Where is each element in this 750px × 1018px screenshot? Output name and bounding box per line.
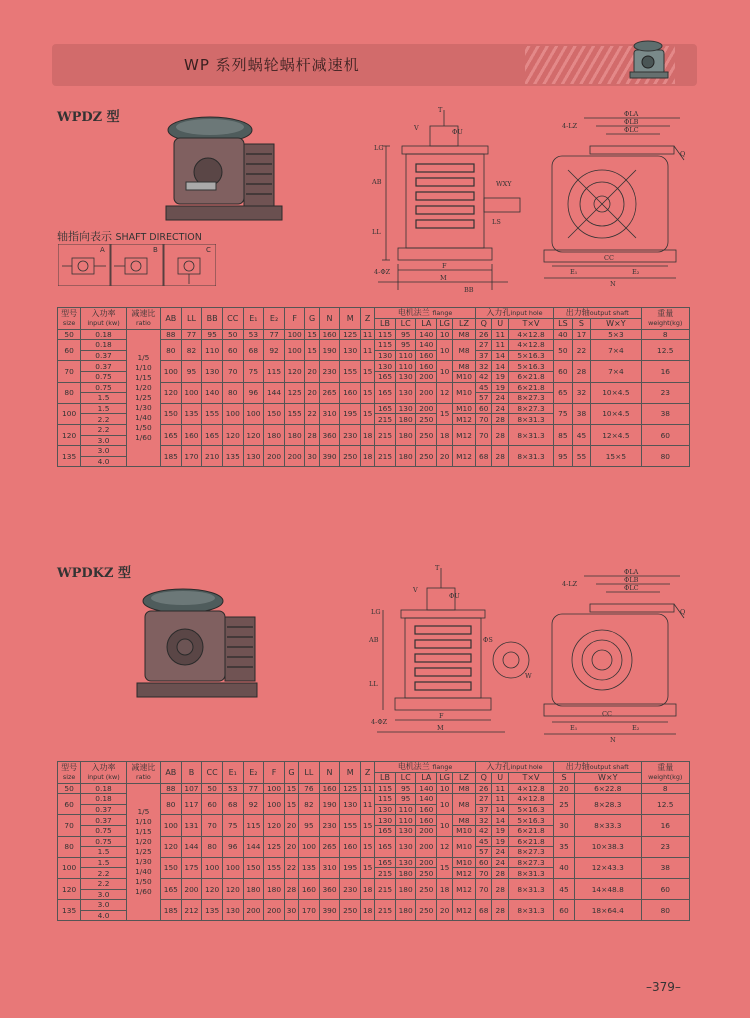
dim-label: LL <box>372 228 381 236</box>
table-row: 1.5 57 24 8×27.3 <box>58 847 690 858</box>
dim-label: LG <box>371 608 381 616</box>
table-row: 0.37 130 110 160 37 14 5×16.3 <box>58 350 690 361</box>
wpdkz-front-drawing <box>540 568 690 742</box>
table-row: 50 0.18 1/5 1/10 1/15 1/20 1/25 1/30 1/40 1/50 1/60 88 107 50 53 77 100 15 76 160 125 11 115 95 140 10 M8 26 11 4×12.8 20 6×22.8 8 <box>58 783 690 794</box>
wpdz-product-photo <box>160 110 285 228</box>
table-row: 120 2.2 165 160 165 120 120 180 180 28 360 230 18 215 180 250 18 M12 70 28 8×31.3 85 45 12×4.5 60 <box>58 424 690 435</box>
table-row: 4.0 <box>58 456 690 467</box>
table-row: 120 2.2 165 200 120 120 180 180 28 160 360 230 18 215 180 250 18 M12 70 28 8×31.3 45 14×48.8 60 <box>58 878 690 889</box>
dim-label: N <box>610 736 616 742</box>
dim-label: AB <box>372 178 382 186</box>
dim-label: T <box>438 106 443 114</box>
page-title: WP 系列蜗轮蜗杆减速机 <box>184 56 360 74</box>
dim-label: V <box>414 124 419 132</box>
dim-label: Q <box>680 150 686 158</box>
shaft-type-a: A <box>100 246 105 254</box>
dim-label: BB <box>464 286 474 294</box>
dim-label: W <box>525 672 532 680</box>
page-number: –379– <box>646 980 681 994</box>
dim-label: E₁ <box>570 724 578 732</box>
wpdz-front-drawing <box>540 110 690 286</box>
table-row: 0.75 165 130 200 M10 42 19 6×21.8 <box>58 371 690 382</box>
shaft-direction-en: SHAFT DIRECTION <box>115 232 202 243</box>
dim-label: E₂ <box>632 268 640 276</box>
dim-label: M <box>437 724 444 732</box>
wpdkz-spec-table <box>57 761 690 921</box>
table-row: 2.2 215 180 250 M12 70 28 8×31.3 <box>58 868 690 879</box>
dim-label: AB <box>369 636 379 644</box>
table-subheader-row: LB LC LA LG LZ Q U T×V S W×Y <box>58 773 690 784</box>
dim-label: ΦLA <box>624 568 639 576</box>
table-row: 70 0.37 100 131 70 75 115 120 20 95 230 155 15 130 110 160 10 M8 32 14 5×16.3 30 8×33.3 16 <box>58 815 690 826</box>
wpdz-spec-table <box>57 307 690 467</box>
dim-label: Q <box>680 608 686 616</box>
dim-label: CC <box>604 254 614 262</box>
dim-label: LL <box>369 680 378 688</box>
table-header-row: 型号 size 入功率 input (kw) 减速比 ratio AB B CC E₁ E₂ F G LL N M Z 电机法兰 flange 入力孔input hole 出力轴output shaft 重量 weight(kg) <box>58 762 690 773</box>
dim-label: WXY <box>496 180 512 188</box>
table-row: 1.5 57 24 8×27.3 <box>58 393 690 404</box>
dim-label: E₁ <box>570 268 578 276</box>
dim-label: 4-ΦZ <box>374 268 391 276</box>
dim-label: LG <box>374 144 384 152</box>
table-row: 135 3.0 185 170 210 135 130 200 200 30 390 250 18 215 180 250 20 M12 68 28 8×31.3 95 55 15×5 80 <box>58 446 690 457</box>
dim-label: 4-LZ <box>562 122 578 130</box>
table-row: 80 0.75 120 100 140 80 96 144 125 20 265 160 15 165 130 200 12 M10 45 19 6×21.8 65 32 10×4.5 23 <box>58 382 690 393</box>
shaft-direction-label <box>57 228 202 244</box>
shaft-type-b: B <box>153 246 158 254</box>
table-row: 100 1.5 150 175 100 100 150 155 22 135 310 195 15 165 130 200 15 M10 60 24 8×27.3 40 12×43.3 38 <box>58 857 690 868</box>
table-row: 0.37 130 110 160 37 14 5×16.3 <box>58 804 690 815</box>
dim-label: CC <box>602 710 612 718</box>
dim-label: LS <box>492 218 501 226</box>
wpdz-title: WPDZ 型 <box>57 110 120 125</box>
shaft-type-c: C <box>206 246 211 254</box>
header-banner <box>52 44 697 86</box>
dim-label: M <box>440 274 447 282</box>
gearbox-thumbnail <box>628 36 670 82</box>
dim-label: ΦLB <box>624 576 639 584</box>
dim-label: T <box>435 564 440 572</box>
dim-label: 4-ΦZ <box>371 718 388 726</box>
dim-label: N <box>610 280 616 286</box>
table-row: 4.0 <box>58 910 690 921</box>
table-row: 135 3.0 185 212 135 130 200 200 30 170 390 250 18 215 180 250 20 M12 68 28 8×31.3 60 18×64.4 80 <box>58 900 690 911</box>
table-row: 3.0 <box>58 889 690 900</box>
table-row: 70 0.37 100 95 130 70 75 115 120 20 230 155 15 130 110 160 10 M8 32 14 5×16.3 60 28 7×4 16 <box>58 361 690 372</box>
dim-label: ΦU <box>449 592 460 600</box>
wpdz-side-drawing <box>368 104 536 296</box>
shaft-direction-zh: 轴指向表示 <box>57 230 112 243</box>
table-row: 0.75 165 130 200 M10 42 19 6×21.8 <box>58 825 690 836</box>
dim-label: V <box>413 586 418 594</box>
table-row: 50 0.18 1/5 1/10 1/15 1/20 1/25 1/30 1/40 1/50 1/60 88 77 95 50 53 77 100 15 160 125 11 115 95 140 10 M8 26 11 4×12.8 40 17 5×3 8 <box>58 329 690 340</box>
wpdkz-product-photo <box>133 585 261 703</box>
table-subheader-row: LB LC LA LG LZ Q U T×V LS S W×Y <box>58 319 690 330</box>
wpdkz-side-drawing <box>365 562 540 742</box>
table-row: 80 0.75 120 144 80 96 144 125 20 100 265 160 15 165 130 200 12 M10 45 19 6×21.8 35 10×38.3 23 <box>58 836 690 847</box>
wpdkz-title: WPDKZ 型 <box>57 566 131 581</box>
table-row: 60 0.18 80 117 60 68 92 100 15 82 190 130 11 115 95 140 10 M8 27 11 4×12.8 25 8×28.3 12.5 <box>58 794 690 805</box>
dim-label: ΦLC <box>624 584 639 592</box>
dim-label: ΦLC <box>624 126 639 134</box>
dim-label: 4-LZ <box>562 580 578 588</box>
dim-label: ΦS <box>483 636 493 644</box>
dim-label: F <box>442 262 447 270</box>
dim-label: E₂ <box>632 724 640 732</box>
dim-label: F <box>439 712 444 720</box>
shaft-direction-diagram <box>58 244 216 286</box>
table-header-row: 型号 size 入功率 input (kw) 减速比 ratio AB LL BB CC E₁ E₂ F G N M Z 电机法兰 flange 入力孔input hole 出力轴output shaft 重量 weight(kg) <box>58 308 690 319</box>
table-row: 2.2 215 180 250 M12 70 28 8×31.3 <box>58 414 690 425</box>
dim-label: ΦLA <box>624 110 639 118</box>
dim-label: ΦLB <box>624 118 639 126</box>
table-row: 100 1.5 150 135 155 100 100 150 155 22 310 195 15 165 130 200 15 M10 60 24 8×27.3 75 38 10×4.5 38 <box>58 403 690 414</box>
dim-label: ΦU <box>452 128 463 136</box>
table-row: 3.0 <box>58 435 690 446</box>
table-row: 60 0.18 80 82 110 60 68 92 100 15 190 130 11 115 95 140 10 M8 27 11 4×12.8 50 22 7×4 12.5 <box>58 340 690 351</box>
